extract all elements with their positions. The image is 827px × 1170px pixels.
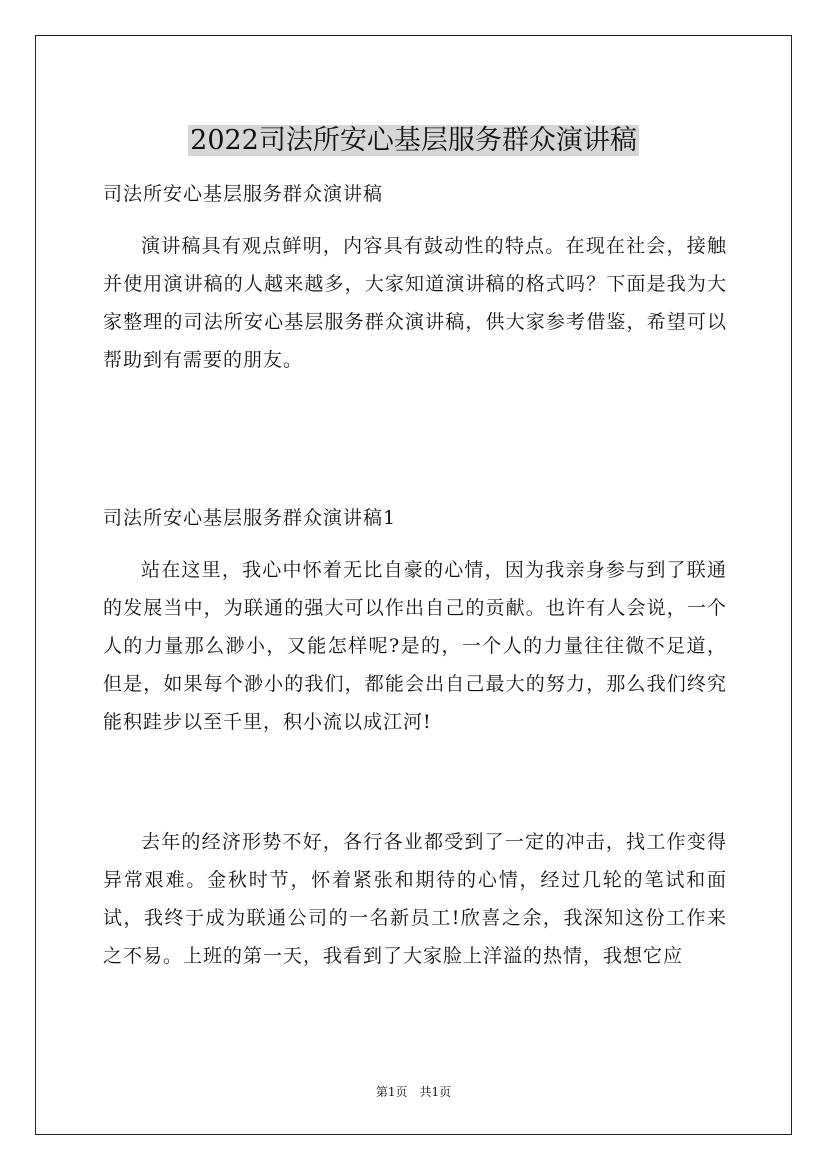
document-subtitle: 司法所安心基层服务群众演讲稿 bbox=[103, 183, 384, 205]
document-title: 2022司法所安心基层服务群众演讲稿 bbox=[190, 125, 637, 157]
intro-paragraph: 演讲稿具有观点鲜明，内容具有鼓动性的特点。在现在社会，接触并使用演讲稿的人越来越多，大家知道演讲稿的格式吗？下面是我为大家整理的司法所安心基层服务群众演讲稿，供大家参考借鉴，希望可以帮助到有需要的朋友。 bbox=[103, 235, 727, 371]
body-paragraph-1: 站在这里，我心中怀着无比自豪的心情，因为我亲身参与到了联通的发展当中，为联通的强大可以作出自己的贡献。也许有人会说，一个人的力量那么渺小，又能怎样呢?是的，一个人的力量往往微不足道，但是，如果每个渺小的我们，都能会出自己最大的努力，那么我们终究能积跬步以至千里，积小流以成江河! bbox=[103, 559, 727, 733]
body-paragraph-2: 去年的经济形势不好，各行各业都受到了一定的冲击，找工作变得异常艰难。金秋时节，怀着紧张和期待的心情，经过几轮的笔试和面试，我终于成为联通公司的一名新员工!欣喜之余，我深知这份工作来之不易。上班的第一天，我看到了大家脸上洋溢的热情，我想它应 bbox=[103, 831, 727, 967]
page-footer: 第1页 共1页 bbox=[375, 1085, 452, 1099]
section-heading: 司法所安心基层服务群众演讲稿1 bbox=[103, 507, 397, 529]
